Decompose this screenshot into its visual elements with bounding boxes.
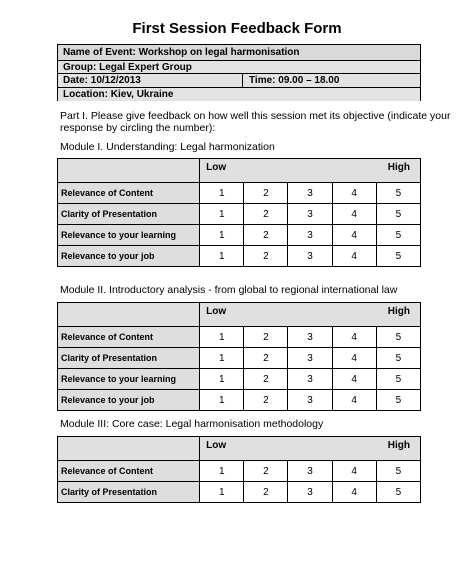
rating-option[interactable]: 3 bbox=[288, 204, 332, 225]
rating-option[interactable]: 5 bbox=[376, 482, 420, 503]
rating-option[interactable]: 5 bbox=[376, 369, 420, 390]
event-time: Time: 09.00 – 18.00 bbox=[249, 75, 340, 86]
table-row bbox=[58, 246, 421, 267]
rating-option[interactable]: 1 bbox=[200, 225, 244, 246]
rating-option[interactable]: 5 bbox=[376, 327, 420, 348]
module-3-title: Module III: Core case: Legal harmonisation methodology bbox=[60, 418, 324, 430]
criterion-label: Relevance of Content bbox=[58, 183, 200, 204]
event-name: Name of Event: Workshop on legal harmonisation bbox=[63, 47, 300, 58]
rating-option[interactable]: 1 bbox=[200, 461, 244, 482]
group-row bbox=[58, 61, 420, 74]
rating-option[interactable]: 1 bbox=[200, 369, 244, 390]
rating-option[interactable]: 5 bbox=[376, 204, 420, 225]
rating-option[interactable]: 4 bbox=[332, 204, 376, 225]
rating-option[interactable]: 4 bbox=[332, 348, 376, 369]
rating-option[interactable]: 1 bbox=[200, 183, 244, 204]
rating-option[interactable]: 4 bbox=[332, 369, 376, 390]
event-name-row bbox=[58, 45, 420, 61]
criterion-label: Clarity of Presentation bbox=[58, 204, 200, 225]
table-row bbox=[58, 461, 421, 482]
scale-low-label: Low bbox=[206, 306, 227, 317]
table-row bbox=[58, 369, 421, 390]
rating-option[interactable]: 5 bbox=[376, 225, 420, 246]
scale-low-label: Low bbox=[206, 162, 227, 173]
rating-option[interactable]: 1 bbox=[200, 390, 244, 411]
form-title: First Session Feedback Form bbox=[132, 20, 342, 37]
event-date: Date: 10/12/2013 bbox=[63, 75, 141, 86]
rating-option[interactable]: 5 bbox=[376, 390, 420, 411]
rating-option[interactable]: 2 bbox=[244, 348, 288, 369]
table-row bbox=[58, 390, 421, 411]
event-location: Location: Kiev, Ukraine bbox=[63, 89, 174, 100]
criterion-label: Clarity of Presentation bbox=[58, 482, 200, 503]
rating-option[interactable]: 2 bbox=[244, 327, 288, 348]
rating-option[interactable]: 2 bbox=[244, 482, 288, 503]
rating-option[interactable]: 4 bbox=[332, 461, 376, 482]
rating-option[interactable]: 3 bbox=[288, 461, 332, 482]
rating-option[interactable]: 3 bbox=[288, 327, 332, 348]
rating-option[interactable]: 1 bbox=[200, 246, 244, 267]
rating-option[interactable]: 4 bbox=[332, 327, 376, 348]
rating-option[interactable]: 5 bbox=[376, 246, 420, 267]
table-row bbox=[58, 183, 421, 204]
rating-option[interactable]: 2 bbox=[244, 369, 288, 390]
scale-high-label: High bbox=[387, 306, 410, 317]
criterion-label: Relevance to your learning bbox=[58, 369, 200, 390]
rating-option[interactable]: 1 bbox=[200, 327, 244, 348]
rating-option[interactable]: 2 bbox=[244, 246, 288, 267]
table-row bbox=[58, 327, 421, 348]
event-info-box bbox=[57, 44, 421, 101]
scale-high-label: High bbox=[387, 162, 410, 173]
location-row bbox=[58, 88, 420, 101]
rating-option[interactable]: 3 bbox=[288, 348, 332, 369]
rating-option[interactable]: 4 bbox=[332, 225, 376, 246]
scale-low-label: Low bbox=[206, 440, 227, 451]
module-2-title: Module II. Introductory analysis - from global to regional international law bbox=[60, 284, 398, 296]
scale-high-label: High bbox=[387, 440, 410, 451]
module-1-rating-table bbox=[57, 158, 421, 267]
rating-option[interactable]: 5 bbox=[376, 348, 420, 369]
rating-option[interactable]: 3 bbox=[288, 390, 332, 411]
rating-option[interactable]: 1 bbox=[200, 482, 244, 503]
rating-option[interactable]: 3 bbox=[288, 183, 332, 204]
rating-option[interactable]: 4 bbox=[332, 390, 376, 411]
rating-option[interactable]: 1 bbox=[200, 204, 244, 225]
rating-option[interactable]: 2 bbox=[244, 390, 288, 411]
rating-option[interactable]: 3 bbox=[288, 369, 332, 390]
rating-option[interactable]: 2 bbox=[244, 183, 288, 204]
criterion-label: Relevance to your job bbox=[58, 246, 200, 267]
criterion-label: Relevance to your job bbox=[58, 390, 200, 411]
table-row bbox=[58, 225, 421, 246]
group-name: Group: Legal Expert Group bbox=[63, 61, 192, 73]
module-2-rating-table bbox=[57, 302, 421, 411]
rating-option[interactable]: 2 bbox=[244, 461, 288, 482]
rating-option[interactable]: 3 bbox=[288, 225, 332, 246]
module-1-title: Module I. Understanding: Legal harmonization bbox=[60, 141, 275, 153]
rating-option[interactable]: 5 bbox=[376, 183, 420, 204]
table-row bbox=[58, 204, 421, 225]
module-3-rating-table bbox=[57, 436, 421, 503]
rating-option[interactable]: 2 bbox=[244, 225, 288, 246]
rating-option[interactable]: 4 bbox=[332, 482, 376, 503]
criterion-label: Relevance of Content bbox=[58, 327, 200, 348]
criterion-label: Clarity of Presentation bbox=[58, 348, 200, 369]
date-time-row bbox=[58, 74, 420, 88]
rating-option[interactable]: 3 bbox=[288, 482, 332, 503]
rating-option[interactable]: 3 bbox=[288, 246, 332, 267]
criterion-label: Relevance of Content bbox=[58, 461, 200, 482]
rating-option[interactable]: 2 bbox=[244, 204, 288, 225]
table-row bbox=[58, 482, 421, 503]
table-row bbox=[58, 348, 421, 369]
rating-option[interactable]: 4 bbox=[332, 246, 376, 267]
part-instructions: Part I. Please give feedback on how well this session met its objective (indicate your response by circling the number): bbox=[60, 110, 451, 134]
rating-option[interactable]: 4 bbox=[332, 183, 376, 204]
criterion-label: Relevance to your learning bbox=[58, 225, 200, 246]
rating-option[interactable]: 5 bbox=[376, 461, 420, 482]
rating-option[interactable]: 1 bbox=[200, 348, 244, 369]
